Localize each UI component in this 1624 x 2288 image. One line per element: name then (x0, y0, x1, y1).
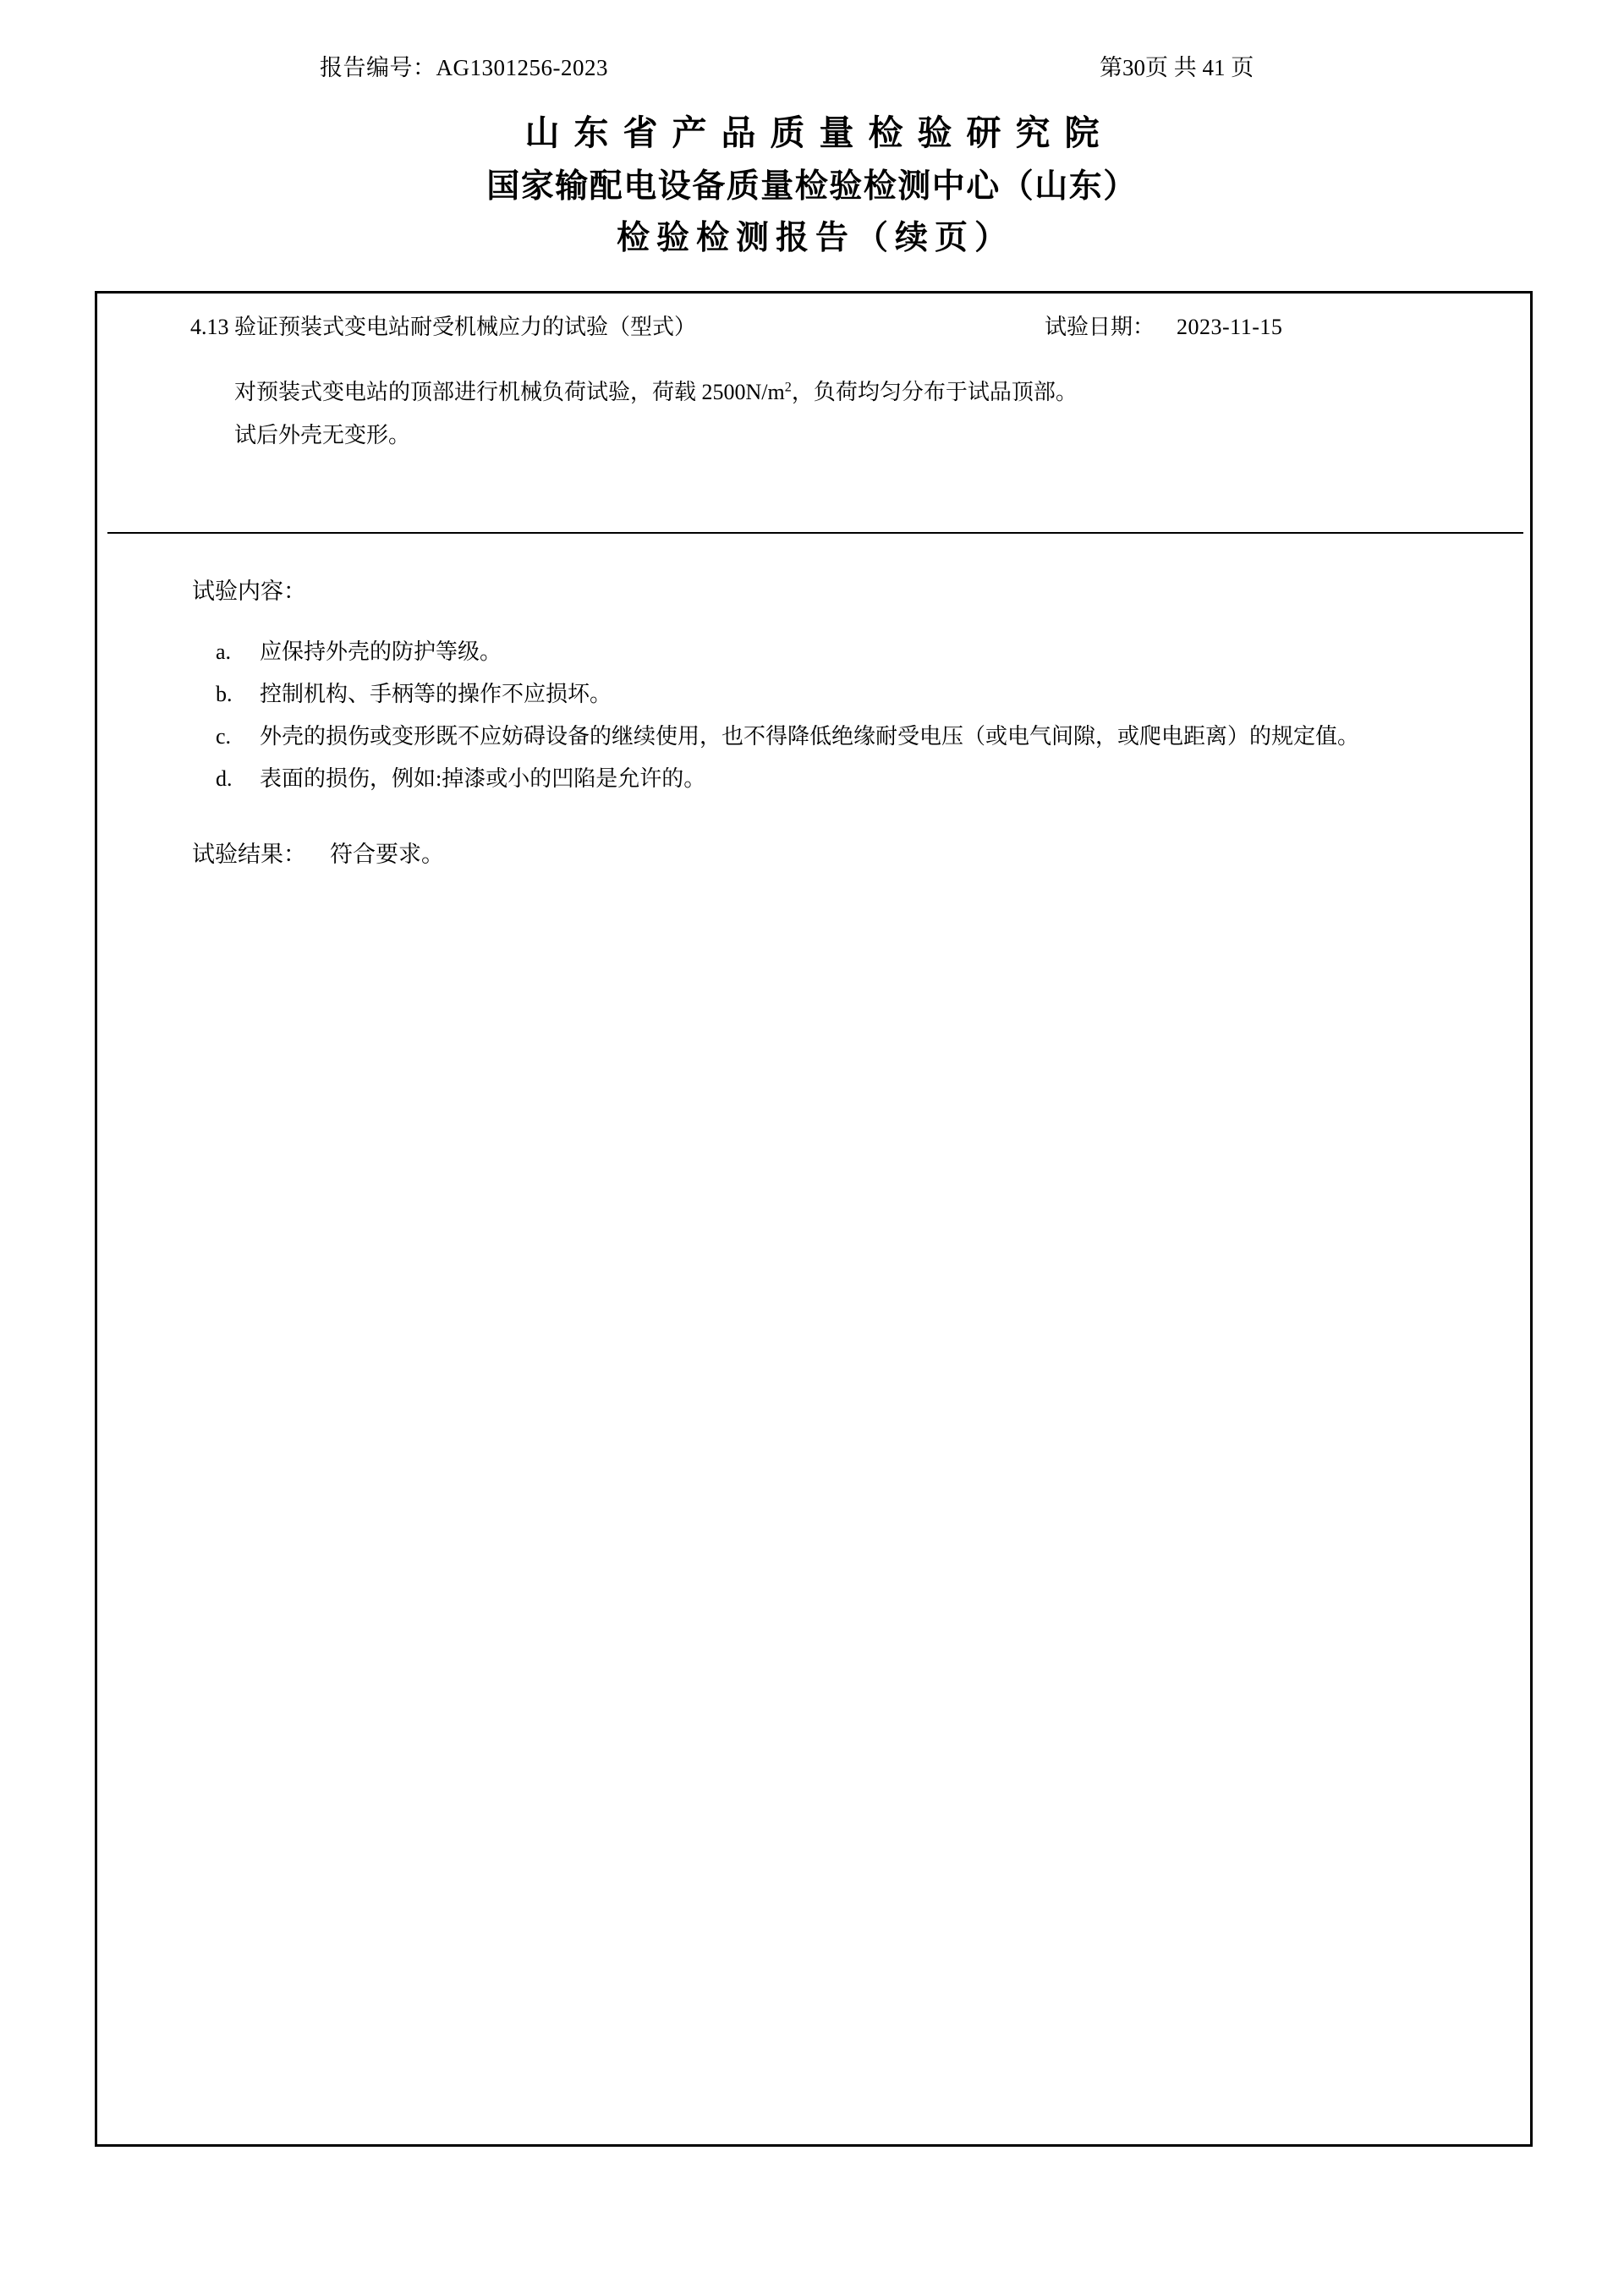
test-date-label: 试验日期： (1045, 315, 1155, 339)
list-item-text: 表面的损伤，例如:掉漆或小的凹陷是允许的。 (260, 766, 706, 792)
center-title: 国家输配电设备质量检验检测中心（山东） (486, 168, 1138, 206)
section-header-row (97, 294, 1530, 349)
test-date-value: 2023-11-15 (1177, 315, 1283, 339)
requirement-list (192, 634, 1479, 797)
clause-title: 4.13 验证预装式变电站耐受机械应力的试验（型式） (190, 315, 697, 339)
summary-line-1-part-b: ，负荷均匀分布于试品顶部。 (791, 380, 1078, 404)
test-result-value: 符合要求。 (330, 842, 444, 868)
summary-line-2: 试后外壳无变形。 (234, 423, 411, 448)
list-item-marker: d. (216, 766, 233, 792)
report-number-value: AG1301256-2023 (436, 55, 608, 80)
list-item-text: 应保持外壳的防护等级。 (260, 639, 502, 664)
report-number (320, 49, 608, 82)
page-number-prefix: 第 (1100, 55, 1122, 80)
page-number-current: 30 (1122, 55, 1145, 80)
document-titles (0, 108, 1624, 263)
page-header (0, 49, 1624, 83)
list-item (192, 719, 1479, 754)
list-item-marker: a. (216, 639, 232, 664)
page-number-total: 41 (1202, 55, 1226, 80)
summary-unit-sup: 2 (784, 380, 792, 395)
page-number (1100, 49, 1254, 82)
summary-load-unit (768, 380, 792, 404)
list-item-marker: b. (216, 682, 233, 707)
test-date (1045, 310, 1282, 341)
institute-title: 山东省产品质量检验研究院 (524, 113, 1114, 152)
test-result (192, 836, 1479, 869)
report-number-label: 报告编号： (320, 55, 436, 80)
list-item (192, 761, 1479, 797)
list-item-text: 外壳的损伤或变形既不应妨碍设备的继续使用，也不得降低绝缘耐受电压（或电气间隙，或爬电距离）的规定值。 (260, 724, 1360, 749)
page-number-suffix: 页 (1231, 55, 1254, 80)
list-item (192, 677, 1479, 712)
summary-line-1 (190, 375, 1479, 410)
summary-line-1-part-a: 对预装式变电站的顶部进行机械负荷试验，荷载 2500N/ (234, 380, 768, 404)
page-number-mid: 页 共 (1145, 55, 1197, 80)
list-item-marker: c. (216, 724, 232, 749)
test-result-label: 试验结果： (192, 842, 306, 868)
content-title: 试验内容： (192, 579, 306, 604)
summary-unit-base: m (767, 380, 785, 404)
test-content-block (97, 573, 1530, 869)
report-title: 检验检测报告（续页） (616, 219, 1014, 256)
section-divider (107, 532, 1523, 534)
report-body-box (95, 291, 1533, 2147)
list-item (192, 634, 1479, 670)
test-summary (97, 375, 1530, 461)
list-item-text: 控制机构、手柄等的操作不应损坏。 (260, 682, 612, 707)
